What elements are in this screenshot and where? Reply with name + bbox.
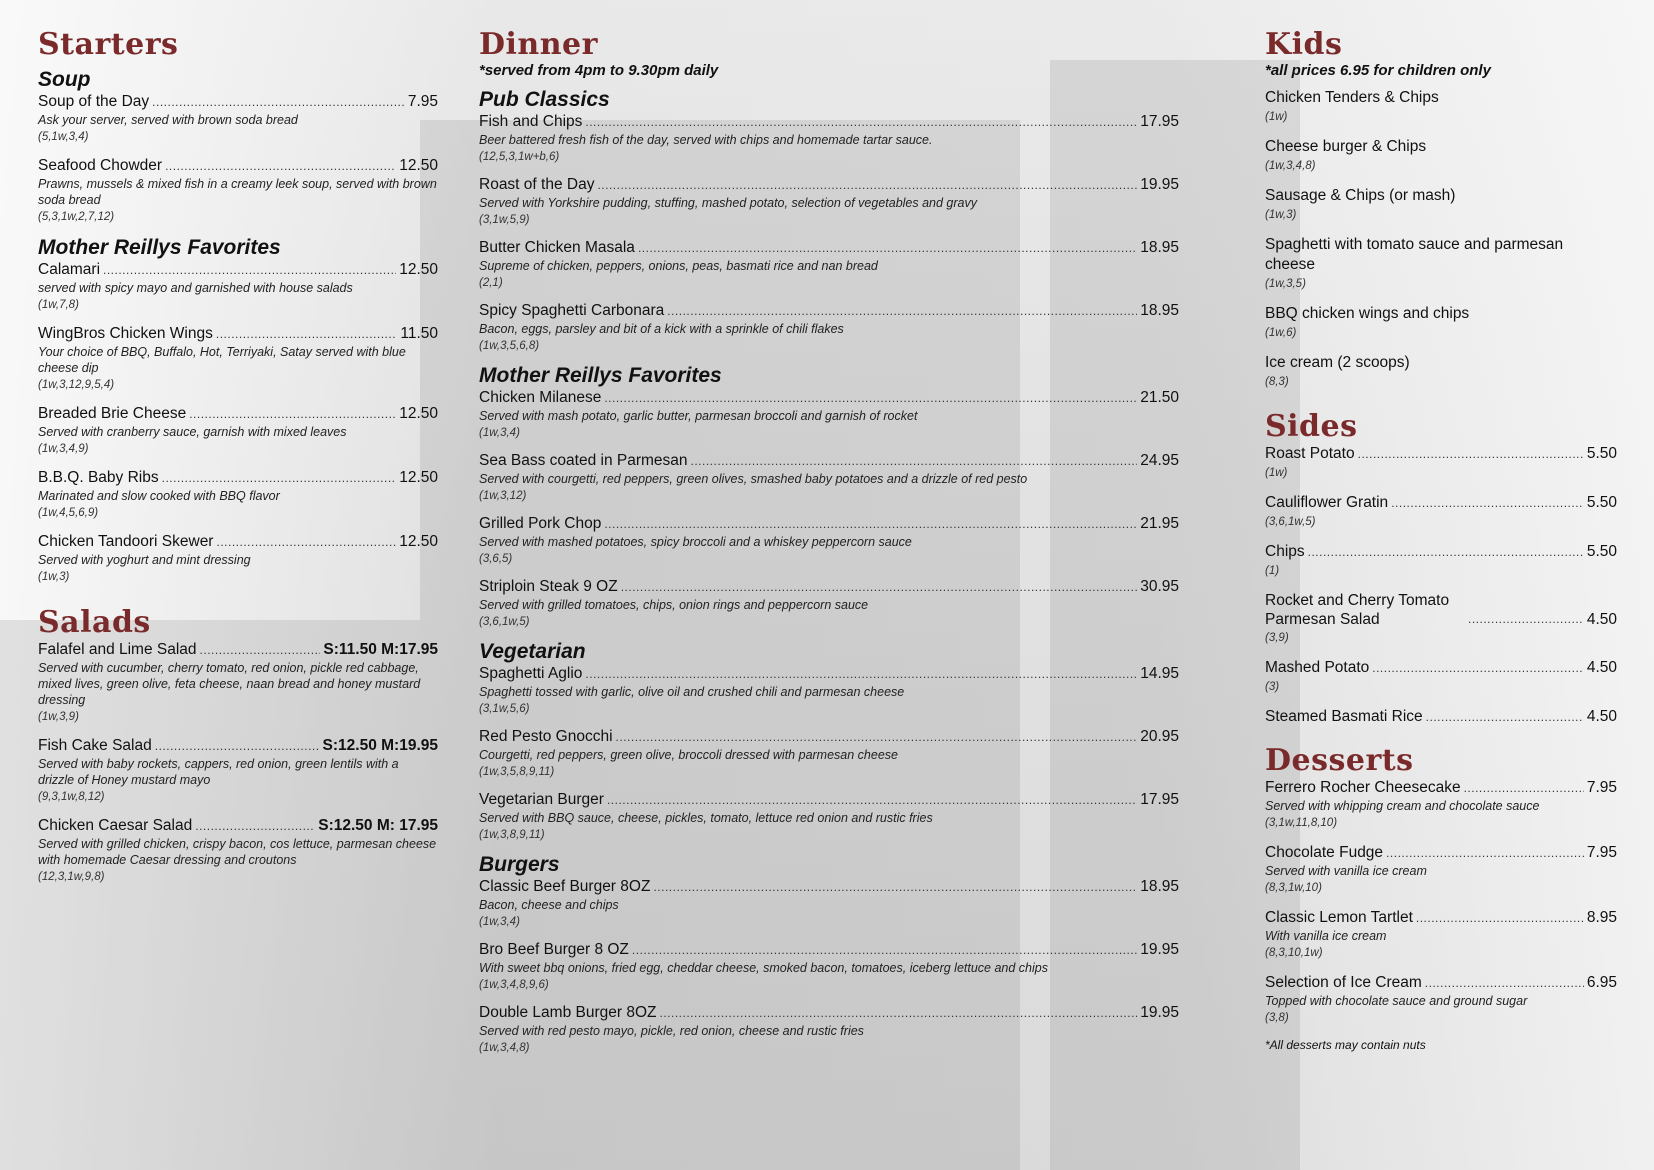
item-price: 12.50	[399, 405, 438, 422]
menu-item	[479, 940, 1179, 994]
menu-item	[1265, 843, 1617, 897]
menu-item	[1265, 493, 1617, 531]
menu-item	[1265, 186, 1617, 224]
item-name: Selection of Ice Cream	[1265, 974, 1422, 991]
item-allergens: (3,1w,11,8,10)	[1265, 817, 1338, 829]
item-name: Spaghetti Aglio	[479, 665, 583, 682]
item-allergens: (1w,3,12)	[479, 490, 527, 502]
item-description: Served with baby rockets, cappers, red onion, green lentils with a drizzle of Honey mustard mayo	[38, 757, 399, 787]
leader-dots	[604, 514, 1137, 534]
item-name: WingBros Chicken Wings	[38, 325, 213, 342]
item-description: Spaghetti tossed with garlic, olive oil and crushed chili and parmesan cheese	[479, 685, 905, 699]
item-name: Soup of the Day	[38, 93, 150, 110]
item-price: S:11.50 M:17.95	[323, 641, 438, 658]
item-allergens: (3,9)	[1265, 632, 1289, 644]
leader-dots	[216, 324, 398, 344]
item-name: Fish and Chips	[479, 113, 583, 130]
item-allergens: (1w)	[1265, 467, 1288, 479]
item-price: 12.50	[399, 157, 438, 174]
group-title: Burgers	[479, 853, 560, 876]
item-allergens: (3,1w,5,6)	[479, 703, 530, 715]
item-description: With vanilla ice cream	[1265, 929, 1387, 943]
menu-item	[38, 532, 438, 586]
item-name: Breaded Brie Cheese	[38, 405, 187, 422]
item-allergens: (1w,3,4)	[479, 427, 520, 439]
item-allergens: (3)	[1265, 681, 1280, 693]
item-allergens: (1w,3,4,8)	[479, 1042, 530, 1054]
leader-dots	[1416, 908, 1584, 928]
menu-item	[38, 640, 438, 726]
item-name: B.B.Q. Baby Ribs	[38, 469, 159, 486]
item-name: Steamed Basmati Rice	[1265, 708, 1423, 725]
item-price: S:12.50 M: 17.95	[318, 817, 438, 834]
item-allergens: (3,8)	[1265, 1012, 1289, 1024]
item-allergens: (3,6,1w,5)	[1265, 516, 1316, 528]
right-column	[1265, 28, 1617, 1052]
item-allergens: (1w,7,8)	[38, 299, 79, 311]
item-price: 8.95	[1586, 909, 1617, 926]
item-allergens: (8,3)	[1265, 376, 1289, 388]
item-allergens: (8,3,1w,10)	[1265, 882, 1322, 894]
menu-item	[1265, 778, 1617, 832]
leader-dots	[1372, 658, 1584, 678]
leader-dots	[1358, 444, 1584, 464]
menu-item	[1265, 542, 1617, 580]
item-description: Served with courgetti, red peppers, green olives, smashed baby potatoes and a drizzle of red pesto	[479, 472, 1028, 486]
item-description: Served with cucumber, cherry tomato, red onion, pickle red cabbage, mixed lives, green olive, feta cheese, naan bread and honey mustard dressing	[38, 661, 421, 707]
menu-item	[1265, 707, 1617, 727]
leader-dots	[659, 1003, 1137, 1023]
section-title-starters: Starters	[38, 27, 179, 62]
menu-item	[38, 324, 438, 394]
menu-item	[479, 388, 1179, 442]
leader-dots	[691, 451, 1138, 471]
item-name: Chocolate Fudge	[1265, 844, 1384, 861]
left-column	[38, 28, 438, 896]
item-allergens: (1w,3)	[38, 571, 70, 583]
leader-dots	[1308, 542, 1584, 562]
item-price: 5.50	[1586, 445, 1617, 462]
item-name: Classic Lemon Tartlet	[1265, 909, 1413, 926]
item-price: 20.95	[1140, 728, 1179, 745]
item-name: BBQ chicken wings and chips	[1265, 305, 1470, 322]
leader-dots	[632, 940, 1137, 960]
leader-dots	[1391, 493, 1584, 513]
item-name: Roast Potato	[1265, 445, 1355, 462]
leader-dots	[1426, 707, 1584, 727]
item-name: Cheese burger & Chips	[1265, 138, 1427, 155]
menu-item	[1265, 973, 1617, 1027]
item-name: Chicken Caesar Salad	[38, 817, 193, 834]
item-allergens: (1w,3,12,9,5,4)	[38, 379, 115, 391]
item-description: Served with BBQ sauce, cheese, pickles, tomato, lettuce red onion and rustic fries	[479, 811, 933, 825]
item-allergens: (1w,3,5,8,9,11)	[479, 766, 555, 778]
item-price: 4.50	[1586, 659, 1617, 676]
item-price: 5.50	[1586, 494, 1617, 511]
item-price: 24.95	[1140, 452, 1179, 469]
menu-item	[479, 514, 1179, 568]
group-title: Vegetarian	[479, 640, 586, 663]
item-name: Chicken Tandoori Skewer	[38, 533, 214, 550]
item-name: Cauliflower Gratin	[1265, 494, 1389, 511]
item-description: Courgetti, red peppers, green olive, broccoli dressed with parmesan cheese	[479, 748, 898, 762]
item-name: Striploin Steak 9 OZ	[479, 578, 618, 595]
item-price: 21.95	[1140, 515, 1179, 532]
item-description: Prawns, mussels & mixed fish in a creamy leek soup, served with brown soda bread	[38, 177, 437, 207]
item-price: 17.95	[1140, 113, 1179, 130]
leader-dots	[103, 260, 396, 280]
item-name: Chips	[1265, 543, 1305, 560]
group-title: Mother Reillys Favorites	[479, 364, 722, 387]
leader-dots	[585, 664, 1137, 684]
item-description: Served with mashed potatoes, spicy broccoli and a whiskey peppercorn sauce	[479, 535, 912, 549]
menu-item	[479, 877, 1179, 931]
leader-dots	[162, 468, 397, 488]
item-name: Chicken Milanese	[479, 389, 602, 406]
item-price: 7.95	[1586, 779, 1617, 796]
item-description: Bacon, cheese and chips	[479, 898, 619, 912]
item-name: Spaghetti with tomato sauce and parmesan cheese	[1265, 236, 1564, 273]
item-name: Mashed Potato	[1265, 659, 1370, 676]
item-description: served with spicy mayo and garnished with house salads	[38, 281, 353, 295]
item-name: Seafood Chowder	[38, 157, 163, 174]
group-soup	[38, 68, 438, 226]
menu-item	[1265, 235, 1617, 293]
leader-dots	[1425, 973, 1584, 993]
item-allergens: (5,1w,3,4)	[38, 131, 89, 143]
item-allergens: (1w,3,4,8,9,6)	[479, 979, 549, 991]
item-name: Spicy Spaghetti Carbonara	[479, 302, 665, 319]
item-name: Classic Beef Burger 8OZ	[479, 878, 651, 895]
item-price: 11.50	[400, 325, 438, 342]
item-price: 5.50	[1586, 543, 1617, 560]
item-price: 21.50	[1140, 389, 1179, 406]
leader-dots	[152, 92, 405, 112]
leader-dots	[1468, 609, 1584, 629]
menu-item	[1265, 591, 1617, 647]
item-price: 12.50	[399, 533, 438, 550]
leader-dots	[216, 532, 396, 552]
item-price: 30.95	[1140, 578, 1179, 595]
section-title-kids: Kids	[1265, 27, 1343, 62]
item-name: Calamari	[38, 261, 101, 278]
item-description: Served with vanilla ice cream	[1265, 864, 1427, 878]
item-price: 7.95	[407, 93, 438, 110]
leader-dots	[604, 388, 1137, 408]
menu-item	[479, 727, 1179, 781]
kids-note: *all prices 6.95 for children only	[1265, 62, 1491, 79]
item-price: S:12.50 M:19.95	[322, 737, 438, 754]
item-price: 14.95	[1140, 665, 1179, 682]
menu-item	[479, 301, 1179, 355]
item-name: Rocket and Cherry Tomato Parmesan Salad	[1265, 592, 1450, 628]
item-description: Served with yoghurt and mint dressing	[38, 553, 251, 567]
menu-item	[479, 451, 1179, 505]
leader-dots	[653, 877, 1137, 897]
section-title-sides: Sides	[1265, 409, 1358, 444]
item-allergens: (1w,3,9)	[38, 711, 79, 723]
leader-dots	[189, 404, 396, 424]
item-allergens: (3,1w,5,9)	[479, 214, 530, 226]
leader-dots	[585, 112, 1137, 132]
item-name: Chicken Tenders & Chips	[1265, 89, 1439, 106]
item-price: 4.50	[1586, 611, 1617, 628]
item-price: 17.95	[1140, 791, 1179, 808]
menu-item	[1265, 304, 1617, 342]
leader-dots	[667, 301, 1137, 321]
item-price: 12.50	[399, 261, 438, 278]
item-description: Served with mash potato, garlic butter, parmesan broccoli and garnish of rocket	[479, 409, 918, 423]
group-title: Soup	[38, 68, 91, 91]
section-title-salads: Salads	[38, 605, 151, 640]
item-allergens: (1w,6)	[1265, 327, 1297, 339]
item-price: 19.95	[1140, 1004, 1179, 1021]
item-allergens: (1w,3)	[1265, 209, 1297, 221]
menu-item	[479, 175, 1179, 229]
menu-item	[38, 92, 438, 146]
menu-item	[1265, 353, 1617, 391]
menu-item	[1265, 444, 1617, 482]
menu-item	[1265, 658, 1617, 696]
item-allergens: (1w,3,4,8)	[1265, 160, 1316, 172]
menu-item	[1265, 137, 1617, 175]
item-allergens: (1w,3,4,9)	[38, 443, 89, 455]
menu-item	[38, 156, 438, 226]
item-allergens: (12,5,3,1w+b,6)	[479, 151, 560, 163]
group-title: Mother Reillys Favorites	[38, 236, 281, 259]
section-title-desserts: Desserts	[1265, 743, 1414, 778]
item-name: Fish Cake Salad	[38, 737, 152, 754]
item-price: 18.95	[1140, 239, 1179, 256]
menu-item	[1265, 908, 1617, 962]
item-description: Served with whipping cream and chocolate sauce	[1265, 799, 1540, 813]
menu-item	[479, 664, 1179, 718]
item-name: Butter Chicken Masala	[479, 239, 635, 256]
item-description: Ask your server, served with brown soda bread	[38, 113, 298, 127]
item-price: 12.50	[399, 469, 438, 486]
menu-item	[38, 404, 438, 458]
item-allergens: (1w,3,5)	[1265, 278, 1306, 290]
item-price: 4.50	[1586, 708, 1617, 725]
item-allergens: (1w,3,5,6,8)	[479, 340, 540, 352]
item-name: Roast of the Day	[479, 176, 595, 193]
leader-dots	[155, 736, 320, 756]
item-allergens: (9,3,1w,8,12)	[38, 791, 105, 803]
item-name: Bro Beef Burger 8 OZ	[479, 941, 629, 958]
item-price: 18.95	[1140, 878, 1179, 895]
item-allergens: (3,6,5)	[479, 553, 513, 565]
leader-dots	[607, 790, 1137, 810]
item-price: 19.95	[1140, 941, 1179, 958]
item-allergens: (1w)	[1265, 111, 1288, 123]
menu-item	[38, 468, 438, 522]
section-title-dinner: Dinner	[479, 27, 598, 62]
item-description: Served with Yorkshire pudding, stuffing, mashed potato, selection of vegetables and gravy	[479, 196, 977, 210]
menu-item	[479, 577, 1179, 631]
menu-item	[479, 790, 1179, 844]
leader-dots	[195, 816, 315, 836]
item-allergens: (1w,4,5,6,9)	[38, 507, 99, 519]
menu-item	[479, 112, 1179, 166]
item-name: Double Lamb Burger 8OZ	[479, 1004, 657, 1021]
menu-item	[479, 1003, 1179, 1057]
menu-item	[1265, 88, 1617, 126]
item-price: 6.95	[1586, 974, 1617, 991]
menu-item	[479, 238, 1179, 292]
item-allergens: (3,6,1w,5)	[479, 616, 530, 628]
item-price: 18.95	[1140, 302, 1179, 319]
item-allergens: (12,3,1w,9,8)	[38, 871, 105, 883]
item-name: Grilled Pork Chop	[479, 515, 602, 532]
group-favorites	[38, 236, 438, 586]
leader-dots	[200, 640, 321, 660]
item-description: Marinated and slow cooked with BBQ flavor	[38, 489, 280, 503]
item-name: Red Pesto Gnocchi	[479, 728, 613, 745]
item-description: Topped with chocolate sauce and ground sugar	[1265, 994, 1528, 1008]
menu-item	[38, 260, 438, 314]
item-name: Sea Bass coated in Parmesan	[479, 452, 688, 469]
leader-dots	[1464, 778, 1584, 798]
item-allergens: (1w,3,8,9,11)	[479, 829, 545, 841]
item-description: Served with red pesto mayo, pickle, red onion, cheese and rustic fries	[479, 1024, 864, 1038]
item-description: Served with grilled chicken, crispy bacon, cos lettuce, parmesan cheese with homemade Caesar dressing and croutons	[38, 837, 437, 867]
item-price: 19.95	[1140, 176, 1179, 193]
item-name: Falafel and Lime Salad	[38, 641, 197, 658]
leader-dots	[165, 156, 396, 176]
leader-dots	[638, 238, 1137, 258]
item-name: Ferrero Rocher Cheesecake	[1265, 779, 1461, 796]
item-name: Ice cream (2 scoops)	[1265, 354, 1410, 371]
leader-dots	[616, 727, 1138, 747]
item-description: Served with cranberry sauce, garnish with mixed leaves	[38, 425, 347, 439]
dinner-note: *served from 4pm to 9.30pm daily	[479, 62, 719, 79]
menu-item	[38, 736, 438, 806]
item-name: Sausage & Chips (or mash)	[1265, 187, 1456, 204]
item-price: 7.95	[1586, 844, 1617, 861]
item-description: Your choice of BBQ, Buffalo, Hot, Terriyaki, Satay served with blue cheese dip	[38, 345, 406, 375]
item-allergens: (1)	[1265, 565, 1280, 577]
item-description: With sweet bbq onions, fried egg, cheddar cheese, smoked bacon, tomatoes, iceberg lettuce and chips	[479, 961, 1048, 975]
desserts-footnote: *All desserts may contain nuts	[1265, 1038, 1426, 1052]
group-title: Pub Classics	[479, 88, 610, 111]
item-description: Beer battered fresh fish of the day, served with chips and homemade tartar sauce.	[479, 133, 933, 147]
menu-item	[38, 816, 438, 886]
starters-groups	[38, 68, 438, 586]
item-allergens: (1w,3,4)	[479, 916, 520, 928]
item-description: Bacon, eggs, parsley and bit of a kick with a sprinkle of chili flakes	[479, 322, 844, 336]
item-description: Served with grilled tomatoes, chips, onion rings and peppercorn sauce	[479, 598, 869, 612]
leader-dots	[597, 175, 1137, 195]
item-description: Supreme of chicken, peppers, onions, peas, basmati rice and nan bread	[479, 259, 878, 273]
leader-dots	[621, 577, 1138, 597]
leader-dots	[1386, 843, 1584, 863]
item-name: Vegetarian Burger	[479, 791, 604, 808]
item-allergens: (2,1)	[479, 277, 503, 289]
middle-column	[479, 28, 1179, 1066]
item-allergens: (8,3,10,1w)	[1265, 947, 1323, 959]
item-allergens: (5,3,1w,2,7,12)	[38, 211, 115, 223]
